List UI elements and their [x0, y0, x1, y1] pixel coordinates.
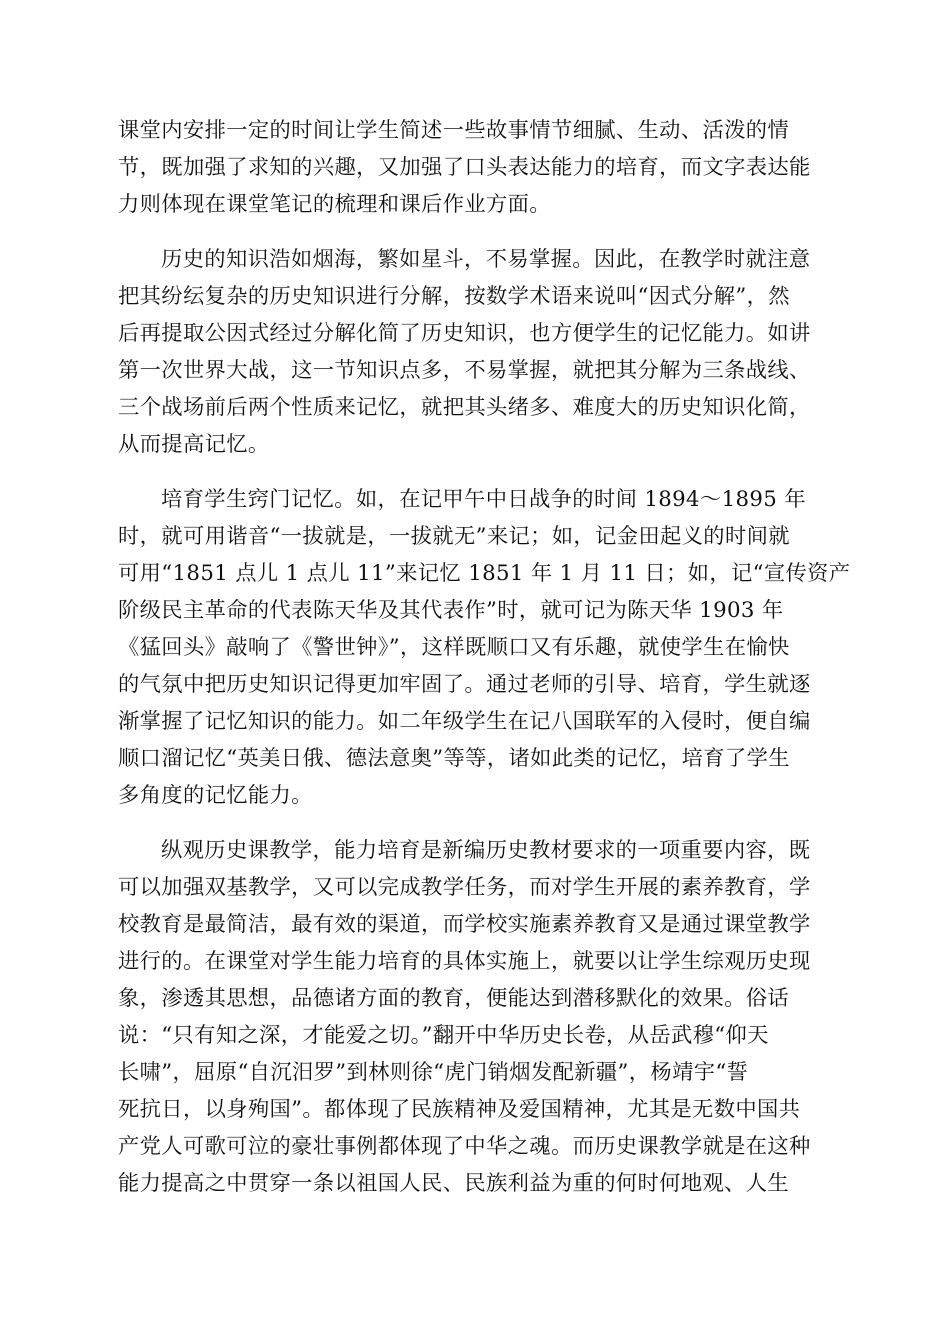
text-line: 三个战场前后两个性质来记忆，就把其头绪多、难度大的历史知识化简， [118, 395, 811, 420]
text-line: 课堂内安排一定的时间让学生简述一些故事情节细腻、生动、活泼的情 [118, 118, 790, 143]
text-line: 的气氛中把历史知识记得更加牢固了。通过老师的引导、培育，学生就逐 [118, 672, 811, 697]
text-line: 可以加强双基教学，又可以完成教学任务，而对学生开展的素养教育，学 [118, 875, 811, 900]
text-line: 顺口溜记忆“英美日俄、德法意奥”等等，诸如此类的记忆，培育了学生 [118, 746, 790, 771]
text-line: 校教育是最简洁，最有效的渠道，而学校实施素养教育又是通过课堂教学 [118, 912, 811, 937]
text-line: 培育学生窍门记忆。如，在记甲午中日战争的时间 1894～1895 年 [161, 487, 806, 512]
text-line: 后再提取公因式经过分解化简了历史知识，也方便学生的记忆能力。如讲 [118, 321, 811, 346]
text-line: 象，渗透其思想，品德诸方面的教育，便能达到潜移默化的效果。俗话 [118, 986, 790, 1011]
text-line: 时，就可用谐音“一拔就是，一拔就无”来记；如，记金田起义的时间就 [118, 524, 790, 549]
text-line: 说：“只有知之深，才能爱之切。”翻开中华历史长卷，从岳武穆“仰天 [118, 1023, 769, 1048]
text-line: 纵观历史课教学，能力培育是新编历史教材要求的一项重要内容，既 [161, 838, 811, 863]
text-line: 《猛回头》敲响了《警世钟》”，这样既顺口又有乐趣，就使学生在愉快 [118, 635, 790, 660]
text-line: 阶级民主革命的代表陈天华及其代表作”时，就可记为陈天华 1903 年 [118, 598, 784, 623]
text-line: 把其纷纭复杂的历史知识进行分解，按数学术语来说叫“因式分解”，然 [118, 284, 790, 309]
text-line: 渐掌握了记忆知识的能力。如二年级学生在记八国联军的入侵时，便自编 [118, 709, 811, 734]
text-line: 力则体现在课堂笔记的梳理和课后作业方面。 [118, 192, 551, 217]
text-line: 进行的。在课堂对学生能力培育的具体实施上，就要以让学生综观历史现 [118, 949, 811, 974]
text-line: 死抗日，以身殉国”。都体现了民族精神及爱国精神，尤其是无数中国共 [118, 1097, 801, 1122]
text-line: 多角度的记忆能力。 [118, 783, 313, 808]
text-line: 第一次世界大战，这一节知识点多，不易掌握，就把其分解为三条战线、 [118, 358, 811, 383]
text-line: 产党人可歌可泣的豪壮事例都体现了中华之魂。而历史课教学就是在这种 [118, 1134, 811, 1159]
text-line: 从而提高记忆。 [118, 432, 270, 457]
text-line: 能力提高之中贯穿一条以祖国人民、民族利益为重的何时何地观、人生 [118, 1171, 790, 1196]
text-line: 长啸”，屈原“自沉汨罗”到林则徐“虎门销烟发配新疆”，杨靖宇“誓 [118, 1060, 749, 1085]
text-line: 可用“1851 点儿 1 点儿 11”来记忆 1851 年 1 月 11 日；如，记“宣传资产 [118, 561, 851, 586]
text-line: 历史的知识浩如烟海，繁如星斗，不易掌握。因此，在教学时就注意 [161, 247, 811, 272]
text-line: 节，既加强了求知的兴趣，又加强了口头表达能力的培育，而文字表达能 [118, 155, 811, 180]
